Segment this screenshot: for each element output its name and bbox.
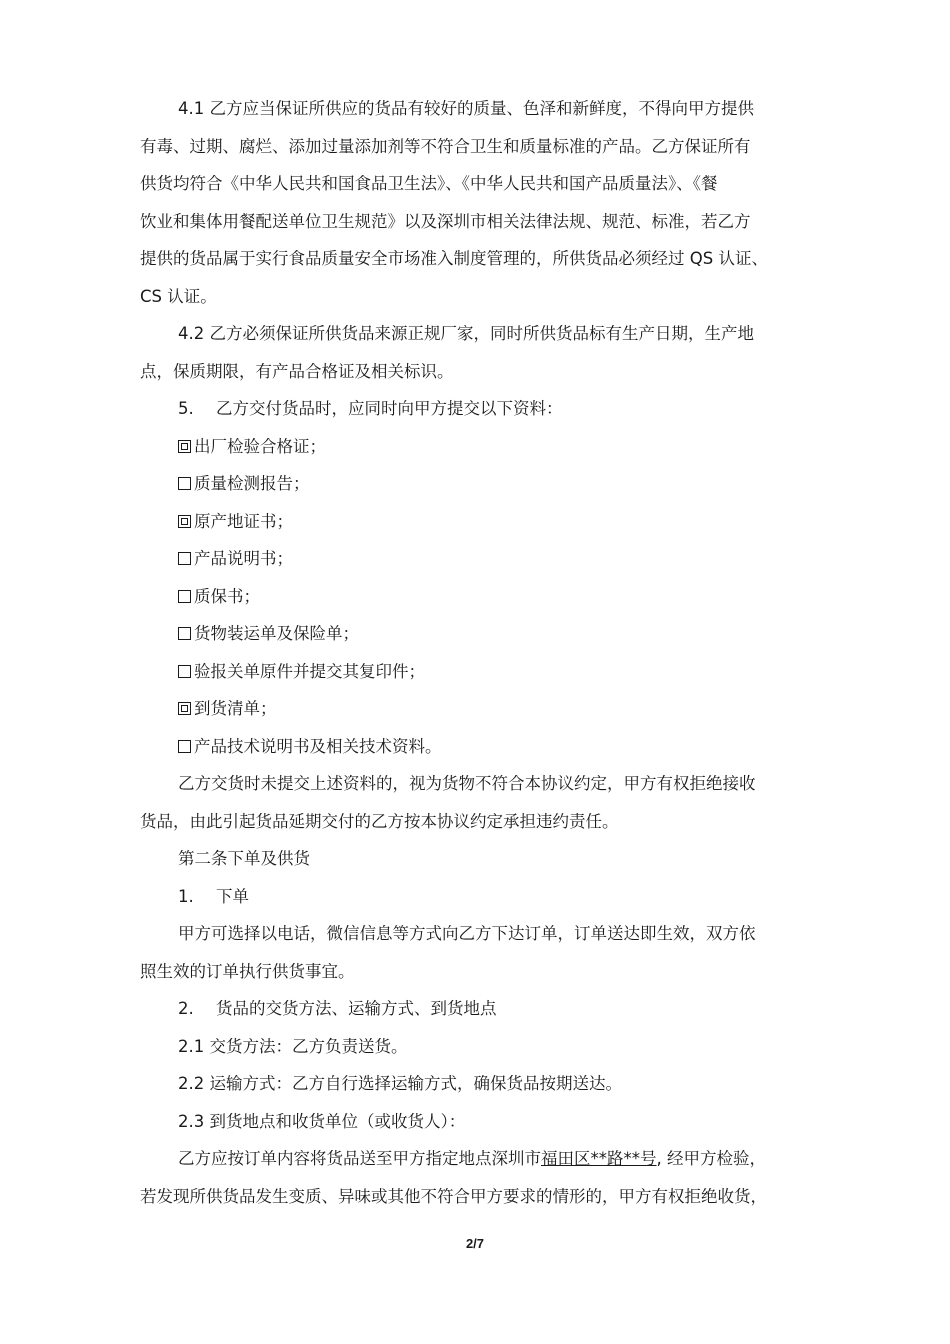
checked-box-icon	[178, 702, 191, 715]
empty-box-icon	[178, 665, 191, 678]
checklist-item-label: 验报关单原件并提交其复印件；	[194, 661, 425, 681]
article-2-heading: 第二条下单及供货	[178, 849, 310, 868]
checklist-item-label: 质保书；	[194, 586, 260, 606]
paragraph-4-1-line: 提供的货品属于实行食品质量安全市场准入制度管理的，所供货品必须经过 QS 认证、	[140, 249, 768, 268]
empty-box-icon	[178, 590, 191, 603]
checklist-item	[140, 578, 830, 616]
checklist-item-label: 质量检测报告；	[194, 474, 310, 493]
delivery-number: 2.	[178, 999, 194, 1018]
order-number: 1.	[178, 886, 194, 906]
checklist-item	[140, 653, 830, 691]
delivery-text-a: 乙方应按订单内容将货品送至甲方指定地点深圳市	[178, 1149, 541, 1168]
document-body	[140, 90, 830, 1215]
checklist-item-label: 到货清单；	[194, 699, 277, 718]
order-paragraph-line: 甲方可选择以电话，微信信息等方式向乙方下达订单，订单送达即生效，双方依	[178, 924, 756, 943]
checklist-item-label: 产品技术说明书及相关技术资料。	[194, 736, 442, 756]
paragraph-4-1-line: CS 认证。	[140, 286, 217, 306]
clause-2-1: 2.1 交货方法：乙方负责送货。	[178, 1036, 408, 1056]
item-5-text: 乙方交付货品时，应同时向甲方提交以下资料：	[216, 399, 563, 418]
paragraph-4-1-line: 供货均符合《中华人民共和国食品卫生法》、《中华人民共和国产品质量法》、《餐	[140, 174, 718, 193]
refuse-paragraph-line: 乙方交货时未提交上述资料的，视为货物不符合本协议约定，甲方有权拒绝接收	[178, 774, 756, 793]
checked-box-icon	[178, 515, 191, 528]
checklist-item	[140, 465, 830, 503]
paragraph-4-1-line: 饮业和集体用餐配送单位卫生规范》以及深圳市相关法律法规、规范、标准，若乙方	[140, 211, 751, 231]
empty-box-icon	[178, 627, 191, 640]
delivery-paragraph-line	[140, 1140, 830, 1178]
document-checklist	[140, 428, 830, 766]
clause-2-3: 2.3 到货地点和收货单位（或收货人）：	[178, 1111, 466, 1131]
empty-box-icon	[178, 740, 191, 753]
paragraph-4-2-line: 点，保质期限，有产品合格证及相关标识。	[140, 361, 454, 381]
checklist-item	[140, 615, 830, 653]
delivery-heading	[140, 990, 830, 1028]
page-number: 2/7	[465, 1236, 485, 1251]
paragraph-4-1-line: 有毒、过期、腐烂、添加过量添加剂等不符合卫生和质量标准的产品。乙方保证所有	[140, 136, 751, 156]
delivery-title: 货品的交货方法、运输方式、到货地点	[216, 999, 497, 1018]
refuse-paragraph-line: 货品，由此引起货品延期交付的乙方按本协议约定承担违约责任。	[140, 811, 619, 831]
checklist-item-label: 原产地证书；	[194, 511, 293, 531]
checklist-item	[140, 690, 830, 728]
delivery-text-b: , 经甲方检验，	[656, 1149, 766, 1168]
empty-box-icon	[178, 552, 191, 565]
checked-box-icon	[178, 440, 191, 453]
item-5	[140, 390, 830, 428]
checklist-item	[140, 540, 830, 578]
order-paragraph-line: 照生效的订单执行供货事宜。	[140, 961, 355, 981]
checklist-item-label: 产品说明书；	[194, 549, 293, 568]
paragraph-4-2-line: 4.2 乙方必须保证所供货品来源正规厂家，同时所供货品标有生产日期，生产地	[178, 324, 754, 343]
order-heading	[140, 878, 830, 916]
paragraph-4-1-line: 4.1 乙方应当保证所供应的货品有较好的质量、色泽和新鲜度，不得向甲方提供	[178, 99, 754, 118]
checklist-item-label: 出厂检验合格证；	[194, 436, 326, 456]
delivery-paragraph-line: 若发现所供货品发生变质、异味或其他不符合甲方要求的情形的，甲方有权拒绝收货，	[140, 1186, 767, 1206]
checklist-item	[140, 503, 830, 541]
clause-2-2: 2.2 运输方式：乙方自行选择运输方式，确保货品按期送达。	[178, 1074, 622, 1093]
order-title: 下单	[216, 886, 249, 906]
empty-box-icon	[178, 477, 191, 490]
checklist-item	[140, 728, 830, 766]
item-5-number: 5.	[178, 399, 194, 418]
checklist-item-label: 货物装运单及保险单；	[194, 624, 359, 643]
checklist-item	[140, 428, 830, 466]
delivery-address-underlined: 福田区**路**号	[541, 1149, 657, 1168]
